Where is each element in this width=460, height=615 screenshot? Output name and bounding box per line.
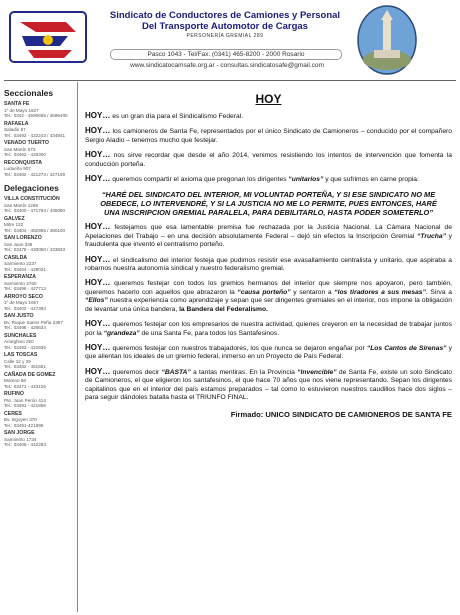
delegacion-entry: RUFINO Pte. Juan Perón 414 Tel.: 03491 - 421856 [4,391,46,408]
delegacion-entry: ARROYO SECO 1º de Mayo 1657 Tel.: 03402 - 427393 [4,293,46,311]
delegacion-entry: SUNCHALES Ameghino 260 Tel.: 03493 - 422935 [4,332,46,350]
press-release-body [85,92,452,419]
seccional-entry: SANTA FE 1º de Mayo 1827 Tel.: 0342 - 4590655 / 4596400 [4,101,68,118]
seccional-entry: VENADO TUERTO San Martín 573 Tel.: 03462 - 426300 [4,140,49,157]
seccional-entry: RECONQUISTA Ludueña 907 Tel.: 03482 - 421273 / 427109 [4,159,66,177]
sidebar-divider [77,82,78,612]
delegacion-entry: ESPERANZA Sarmiento 2760 Tel.: 03496 - 427713 [4,274,46,291]
delegacion-entry: GALVEZ Mitre 132 Tel.: 03404 - 482955 / 480100 [4,215,66,233]
paragraph-6: HOY… el sindicalismo del interior festeja que pudimos resistir ese avasallamiento centralista y unitario, que aspiraba a robarnos nuestra autonomía sindical y nuestro federalismo gremial. [85,254,452,273]
paragraph-9: HOY… queremos festejar con nuestros trabajadores, los que nunca se dejaron engañar por “Los Cantos de Sirenas” y que alientan los ideales de un gremio federal, inmerso en un Proyecto de País Federal. [85,342,453,361]
delegacion-entry: SAN JORGE Sarmiento 1734 Tel.: 03406 - 442283 [4,430,46,447]
header-divider [4,80,456,81]
website-email-line: www.sindicatocamsafe.org.ar - consultas.sindicatosafe@gmail.com [130,62,324,69]
paragraph-1: HOY… es un gran día para el Sindicalismo Federal. [85,111,244,120]
paragraph-7: HOY… queremos festejar con todos los gremios hermanos del interior que siempre nos apoyaron, pero también, queremos hacerlo con aquellos que abrazaron la “causa porteño” y sentaron a “los tiradores a sus mesas”. Sirva a “Ellos” nuestra experiencia como aprendizaje y sepan que ser dirigentes gremiales en el interior, nos impone la obligación de levantar una única bandera, la Bandera del Federalismo. [85,278,452,313]
delegacion-entry: LAS TOSCAS Calle 12 y 29 Tel.: 03482 - 451551 [4,352,46,369]
monument-seal-icon [356,4,418,76]
personeria-gremial: PERSONERÍA GREMIAL 289 [186,33,264,39]
contact-bar: Pasco 1043 - Tel/Fax: (0341) 465-8200 - 2000 Rosario [110,49,342,60]
paragraph-4: HOY… queremos compartir el axioma que pregonan los dirigentes “unitarios” y que sufrimos en carne propia: [85,174,419,184]
delegacion-entry: VILLA CONSTITUCIÓN San Martín 1269 Tel.: 03400 - 471794 / 435080 [4,196,66,213]
org-name-line1: Sindicato de Conductores de Camiones y Personal [109,10,341,21]
org-name-line2: Del Transporte Automotor de Cargas [142,21,308,32]
paragraph-5: HOY… festejamos que esa lamentable premisa fue rechazada por la Justicia Nacional. La Cámara Nacional de Apelaciones del Trabajo – en una decisión absolutamente Federal – dejó sin efectos la Inscripción Gremial “Trucha” y fraudulenta que inventó el centralismo porteño. [85,222,453,249]
delegacion-entry: CAÑADA DE GOMEZ Moreno 58 Tel.: 03471 - 423126 [4,371,56,389]
paragraph-3: HOY… nos sirve recordar que desde el año 2014, venimos resistiendo los intentos de intervención que fomenta la conducción porteña. [85,150,452,168]
branch-directory-sidebar [4,88,76,451]
delegacion-entry: CERES Bv. Irigoyen 370 Tel.: 03491-421896 [4,410,44,428]
union-logo-icon [6,4,90,68]
paragraph-8: HOY… queremos festejar con los empresarios de nuestra actividad, quienes creyeron en la necesidad de trabajar juntos por la “grandeza” de una Santa Fe, para todos los Santafesinos. [85,319,452,337]
delegacion-entry: SAN LORENZO San Juan 336 Tel.: 03476 - 430050 / 433833 [4,235,66,252]
paragraph-10: HOY… queremos decir “BASTA” a tantas mentiras. En la Provincia “Invencible” de Santa Fe, existe un solo Sindicato de Camioneros, el que eligieron los santafesinos, el que hace 70 años que nos viene representando. Sepan los dirigentes capitalinos que en el interior del país estamos preparados – tal como lo estuvieron nuestros caudillos hace dos siglos – para seguir dándoles batalla hasta el TRIUNFO FINAL. [85,366,453,401]
seccional-entry: RAFAELA Saladio 57 Tel.: 03492 - 422243 / 434841 [4,120,66,138]
delegaciones-heading: Delegaciones [4,183,59,193]
seccionales-heading: Seccionales [4,88,54,98]
document-title: HOY [255,92,282,106]
quoted-axiom: “HARÉ DEL SINDICATO DEL INTERIOR, MI VOLUNTAD PORTEÑA, Y SI ESE SINDICATO NO ME OBEDECE, LO INTERVENDRÉ, Y SI LA JUSTICIA NO ME LO PERMITE, PUES ENTONCES, HARÉ UNA INSCRIPCION GREMIAL PARALELA, PARA DEBILITARLO, HASTA PODER SOMETERLO” [100,190,437,218]
organization-title [100,10,350,32]
signature-line: Firmado: UNICO SINDICATO DE CAMIONEROS DE SANTA FE [230,410,452,420]
delegacion-entry: SAN JUSTO Bv. Roque Saenz Peña 2387 Tel.: 03498 - 426634 [4,313,63,330]
delegacion-entry: CASILDA Sarmiento 2237 Tel.: 03464 - 429031 [4,254,46,272]
paragraph-2: HOY… los camioneros de Santa Fe, representados por el único Sindicato de Camioneros – conducido por el compañero Sergio Aladio – tenemos mucho que festejar. [85,126,452,144]
